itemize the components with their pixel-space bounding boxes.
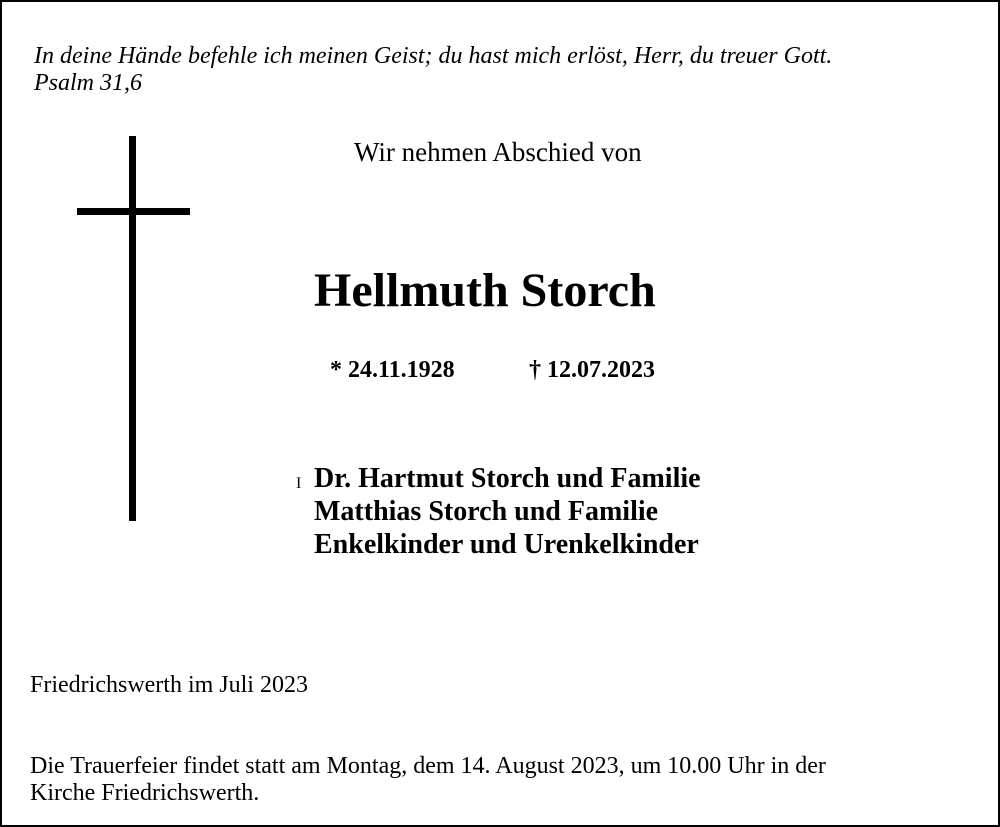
place-and-date: Friedrichswerth im Juli 2023 [30,672,308,698]
mourner-line: Dr. Hartmut Storch und Familie [314,463,701,494]
cross-horizontal-bar [77,208,190,215]
farewell-intro: Wir nehmen Abschied von [354,137,642,167]
birth-date: * 24.11.1928 [330,357,455,383]
funeral-service-info [30,753,826,807]
mourner-line: Enkelkinder und Urenkelkinder [314,529,699,560]
psalm-verse: In deine Hände befehle ich meinen Geist; du hast mich erlöst, Herr, du treuer Gott. [34,43,833,69]
psalm-reference: Psalm 31,6 [34,70,142,96]
service-line: Die Trauerfeier findet statt am Montag, dem 14. August 2023, um 10.00 Uhr in der [30,753,826,779]
service-line: Kirche Friedrichswerth. [30,780,260,806]
deceased-name: Hellmuth Storch [314,264,656,317]
cross-vertical-bar [129,136,136,521]
psalm-quote [34,43,832,97]
death-date: † 12.07.2023 [529,357,655,383]
stray-mark: I [296,475,302,492]
mourners-list [314,462,701,561]
mourner-line: Matthias Storch und Familie [314,496,659,527]
